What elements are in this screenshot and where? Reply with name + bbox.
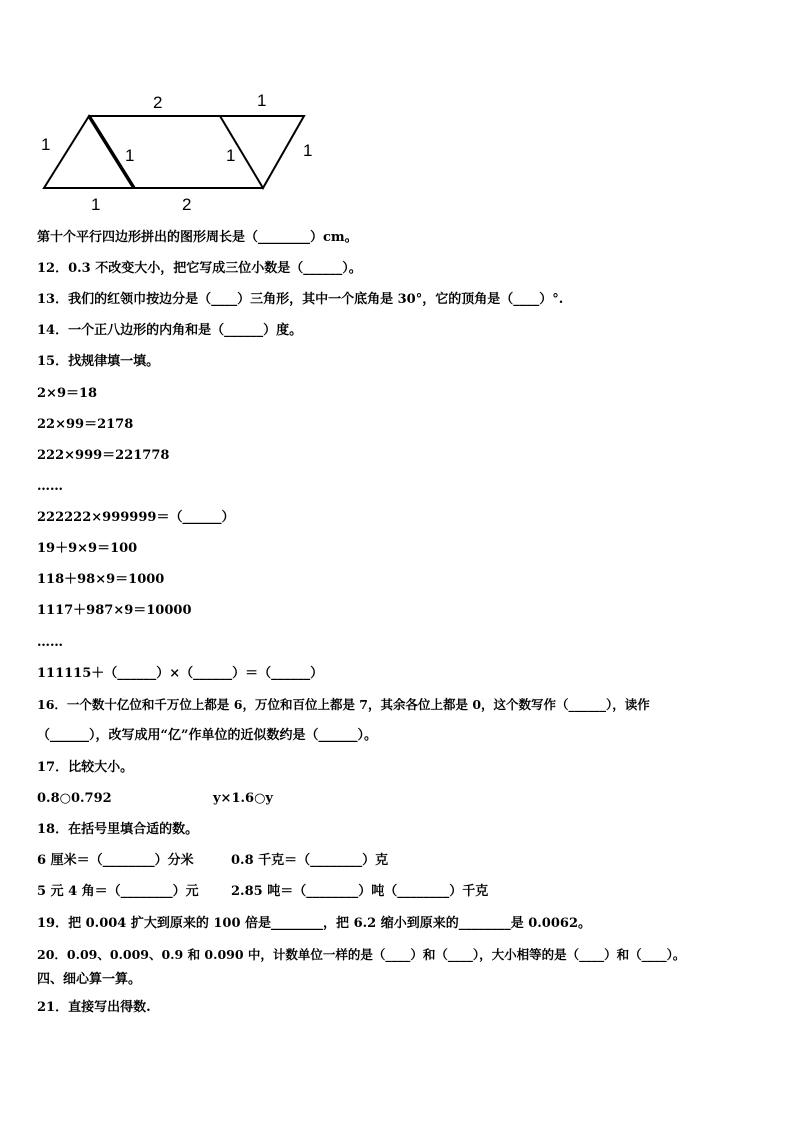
line-q15-ellipsis2: …… (37, 635, 63, 650)
label-inner-right: 1 (226, 146, 236, 165)
line-q15-eq1: 2×9＝18 (37, 386, 98, 401)
label-top-middle: 2 (153, 93, 163, 112)
line-q15-ellipsis1: …… (37, 479, 63, 494)
line-q14: 14．一个正八边形的内角和是（______）度。 (37, 323, 303, 338)
label-bottom-middle: 2 (182, 195, 192, 214)
line-q15-eq2: 22×99＝2178 (37, 417, 134, 432)
q18-row1-left: 6 厘米＝（________）分米 (37, 853, 194, 868)
q17-item-2: y×1.6○y (213, 791, 273, 806)
line-q13: 13．我们的红领巾按边分是（____）三角形，其中一个底角是 30°，它的顶角是（____）°. (37, 292, 564, 307)
line-q12: 12．0.3 不改变大小，把它写成三位小数是（______）。 (37, 261, 362, 276)
left-triangle (44, 116, 134, 188)
line-q15: 15．找规律填一填。 (37, 354, 160, 369)
parallelogram-figure (30, 85, 320, 220)
line-q19: 19．把 0.004 扩大到原来的 100 倍是________，把 6.2 缩小到原来的________是 0.0062。 (37, 916, 591, 931)
line-q15-eq6: 1117＋987×9＝10000 (37, 603, 192, 618)
line-q15-eq5: 118＋98×9＝1000 (37, 572, 165, 587)
q18-row1-right: 0.8 千克＝（________）克 (231, 853, 389, 868)
label-right: 1 (303, 141, 313, 160)
line-q15-blank1: 222222×999999＝（______） (37, 510, 235, 525)
label-left: 1 (41, 135, 51, 154)
label-inner-left: 1 (125, 146, 135, 165)
line-q15-blank2: 111115＋（______）×（______）＝（______） (37, 666, 324, 681)
label-top-right: 1 (257, 91, 267, 110)
q18-row2-right: 2.85 吨＝（________）吨（________）千克 (231, 884, 489, 899)
q17-item-1: 0.8○0.792 (37, 791, 112, 806)
line-q11-tail: 第十个平行四边形拼出的图形周长是（________）cm。 (37, 230, 358, 245)
line-q17: 17．比较大小。 (37, 760, 134, 775)
section-heading-4: 四、细心算一算。 (37, 972, 142, 987)
line-q16: 16．一个数十亿位和千万位上都是 6，万位和百位上都是 7，其余各位上都是 0，这个数写作（______），读作 (37, 697, 650, 712)
line-q15-eq3: 222×999＝221778 (37, 448, 170, 463)
line-q16-cont: （______），改写成用“亿”作单位的近似数约是（______）。 (37, 728, 377, 743)
line-q20: 20．0.09、0.009、0.9 和 0.090 中，计数单位一样的是（____）和（____），大小相等的是（____）和（____）。 (37, 947, 686, 962)
line-q21: 21．直接写出得数. (37, 1000, 151, 1015)
line-q18: 18．在括号里填合适的数。 (37, 822, 199, 837)
q18-row2-left: 5 元 4 角＝（________）元 (37, 884, 199, 899)
line-q15-eq4: 19＋9×9＝100 (37, 541, 138, 556)
label-bottom-left: 1 (91, 195, 101, 214)
